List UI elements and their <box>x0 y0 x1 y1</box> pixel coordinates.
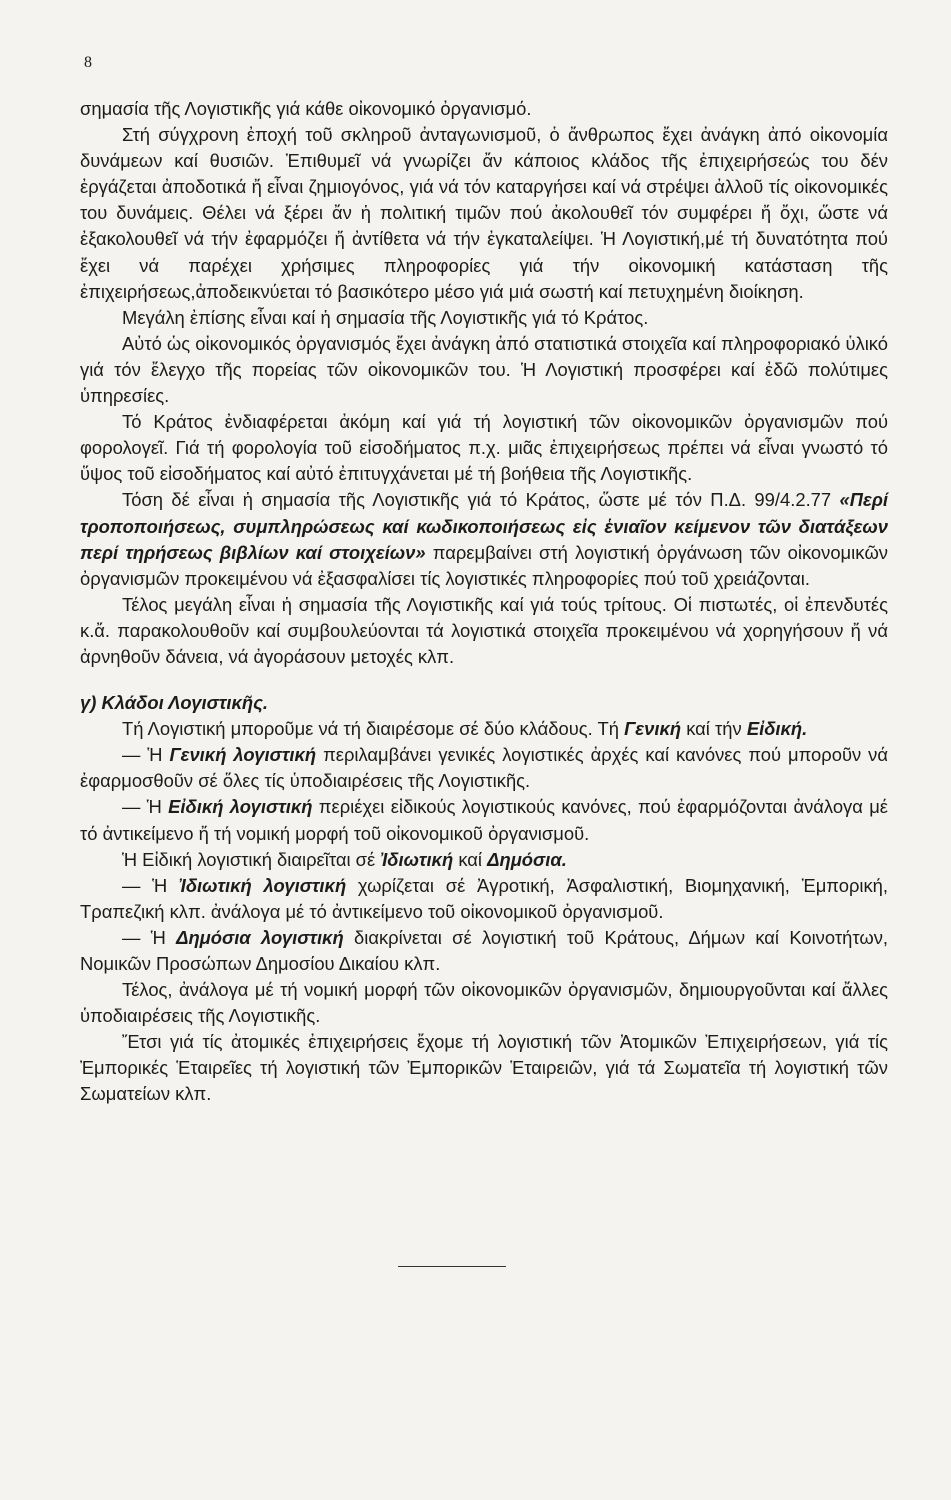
end-rule <box>398 1266 506 1267</box>
paragraph: Τέλος μεγάλη εἶναι ἡ σημασία τῆς Λογιστικῆς καί γιά τούς τρίτους. Οἱ πιστωτές, οἱ ἐπενδυτές κ.ἄ. παρακολουθοῦν καί συμβουλεύονται τά λογιστικά στοιχεῖα προκειμένου νά χορηγήσουν ἤ νά ἀρνηθοῦν δάνεια, νά ἀγοράσουν μετοχές κλπ. <box>80 593 888 667</box>
text-span: διακρίνεται σέ λογιστική τοῦ Κράτους, Δήμων καί Κοινοτήτων, Νομικῶν Προσώπων Δημοσίου Δικαίου κλπ. <box>80 926 888 974</box>
text-span: — Ἡ <box>122 926 177 948</box>
text-span: Τή Λογιστική μποροῦμε νά τή διαιρέσομε σέ δύο κλάδους. Τή <box>122 718 625 740</box>
paragraph: σημασία τῆς Λογιστικῆς γιά κάθε οἰκονομικό ὀργανισμό. <box>80 98 532 119</box>
text-span: χωρίζεται σέ Ἀγροτική, Ἀσφαλιστική, Βιομηχανική, Ἐμπορική, Τραπεζική κλπ. ἀνάλογα μέ τό ἀντικείμενο τοῦ οἰκονομικοῦ ὀργανισμοῦ. <box>80 874 889 922</box>
paragraph <box>80 873 888 925</box>
paragraph: Τέλος, ἀνάλογα μέ τή νομική μορφή τῶν οἰκονομικῶν ὀργανισμῶν, δημιουργοῦνται καί ἄλλες ὑποδιαιρέσεις τῆς Λογιστικῆς. <box>80 979 888 1027</box>
page-number: 8 <box>84 54 92 71</box>
page-body <box>80 96 888 1108</box>
paragraph: Ἔτσι γιά τίς ἀτομικές ἐπιχειρήσεις ἔχομε τή λογιστική τῶν Ἀτομικῶν Ἐπιχειρήσεων, γιά τίς Ἐμπορικές Ἑταιρεῖες τή λογιστική τῶν Ἐμπορικῶν Ἑταιρειῶν, γιά τά Σωματεῖα τή λογιστική τῶν Σωματείων κλπ. <box>80 1031 888 1105</box>
paragraph <box>80 925 888 977</box>
paragraph-decree <box>80 487 888 591</box>
text-span: — Ἡ <box>122 796 169 818</box>
term-private: Ἰδιωτική <box>380 848 454 870</box>
text-span: Ἡ Εἰδική λογιστική διαιρεῖται σέ <box>122 848 381 870</box>
text-span: Τόση δέ εἶναι ἡ σημασία τῆς Λογιστικῆς γιά τό Κράτος, ὥστε μέ τόν Π.Δ. 99/4.2.77 <box>122 489 840 511</box>
term-general-accounting: Γενική λογιστική <box>169 744 317 766</box>
paragraph <box>80 716 888 742</box>
paragraph <box>80 742 888 794</box>
text-span: παρεμβαίνει στή λογιστική ὀργάνωση τῶν οἰκονομικῶν ὀργανισμῶν προκειμένου νά ἐξασφαλίσει τίς λογιστικές πληροφορίες πού τοῦ χρειάζονται. <box>80 541 888 589</box>
term-public: Δημόσια. <box>487 848 567 870</box>
term-private-accounting: Ἰδιωτική λογιστική <box>178 874 347 896</box>
paragraph: Τό Κράτος ἐνδιαφέρεται ἀκόμη καί γιά τή λογιστική τῶν οἰκονομικῶν ὀργανισμῶν πού φορολογεῖ. Γιά τή φορολογία τοῦ εἰσοδήματος π.χ. μιᾶς ἐπιχειρήσεως πρέπει νά εἶναι γνωστό τό ὕψος τοῦ εἰσοδήματος καί αὐτό ἐπιτυγχάνεται μέ τή βοήθεια τῆς Λογιστικῆς. <box>80 411 888 485</box>
text-span: καί τήν <box>681 718 747 740</box>
paragraph <box>80 847 888 873</box>
text-span: περιλαμβάνει γενικές λογιστικές ἀρχές καί κανόνες πού μποροῦν νά ἐφαρμοσθοῦν σέ ὅλες τίς ὑποδιαιρέσεις τῆς Λογιστικῆς. <box>80 744 889 792</box>
term-special-accounting: Εἰδική λογιστική <box>168 796 313 818</box>
section-heading: γ) Κλάδοι Λογιστικῆς. <box>80 692 268 714</box>
paragraph: Αὐτό ὡς οἰκονομικός ὀργανισμός ἔχει ἀνάγκη ἀπό στατιστικά στοιχεῖα καί πληροφοριακό ὑλικό γιά τόν ἔλεγχο τῆς πορείας τῶν οἰκονομικῶν του. Ἡ Λογιστική προσφέρει καί ἐδῶ πολύτιμες ὑπηρεσίες. <box>80 332 888 407</box>
decree-title: «Περί τροποποιήσεως, συμπληρώσεως καί κωδικοποιήσεως εἰς ἑνιαῖον κείμενον τῶν διατάξεων περί τηρήσεως βιβλίων καί στοιχείων» <box>80 489 888 563</box>
paragraph: Στή σύγχρονη ἐποχή τοῦ σκληροῦ ἀνταγωνισμοῦ, ὁ ἄνθρωπος ἔχει ἀνάγκη ἀπό οἰκονομία δυνάμεων καί θυσιῶν. Ἐπιθυμεῖ νά γνωρίζει ἄν κάποιος κλάδος τῆς ἐπιχειρήσεώς του δέν ἐργάζεται ἀποδοτικά ἤ εἶναι ζημιογόνος, γιά νά τόν καταργήσει καί νά στρέψει ἀλλοῦ τίς οἰκονομικές του δυνάμεις. Θέλει νά ξέρει ἄν ἡ πολιτική τιμῶν πού ἀκολουθεῖ τόν συμφέρει ἤ ὄχι, ὥστε νά ἐξακολουθεῖ νά τήν ἐφαρμόζει ἤ ἀντίθετα νά τήν ἐγκαταλείψει. Ἡ Λογιστική,μέ τή δυνατότητα πού ἔχει νά παρέχει χρήσιμες πληροφορίες γιά τήν οἰκονομική κατάσταση τῆς ἐπιχειρήσεως,ἀποδεικνύεται τό βασικότερο μέσο γιά μιά σωστή καί πετυχημένη διοίκηση. <box>80 124 888 302</box>
term-public-accounting: Δημόσια λογιστική <box>176 926 344 948</box>
term-general: Γενική <box>624 718 682 740</box>
text-span: — Ἡ <box>122 744 170 766</box>
term-special: Εἰδική. <box>746 718 808 740</box>
paragraph: Μεγάλη ἐπίσης εἶναι καί ἡ σημασία τῆς Λογιστικῆς γιά τό Κράτος. <box>122 306 649 328</box>
text-span: περιέχει εἰδικούς λογιστικούς κανόνες, πού ἐφαρμόζονται ἀνάλογα μέ τό ἀντικείμενο ἤ τή νομική μορφή τοῦ οἰκονομικοῦ ὀργανισμοῦ. <box>80 796 889 844</box>
text-span: — Ἡ <box>122 874 179 896</box>
text-span: καί <box>453 848 488 870</box>
paragraph <box>80 794 888 846</box>
